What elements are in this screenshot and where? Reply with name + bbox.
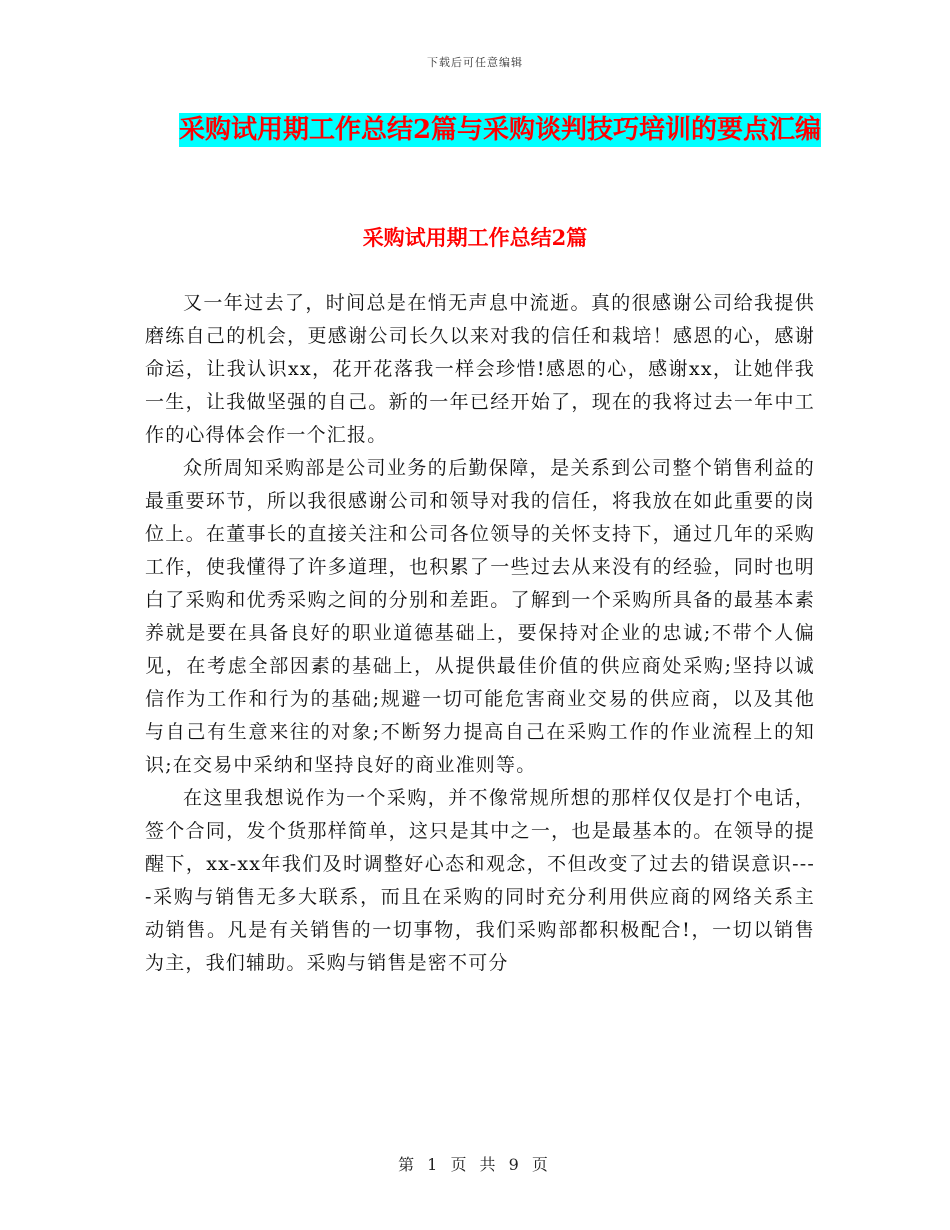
paragraph: 在这里我想说作为一个采购，并不像常规所想的那样仅仅是打个电话，签个合同，发个货那样简单，这只是其中之一，也是最基本的。在领导的提醒下，xx-xx年我们及时调整好心态和观念，不但改变了过去的错误意识----采购与销售无多大联系，而且在采购的同时充分利用供应商的网络关系主动销售。凡是有关销售的一切事物，我们采购部都积极配合!，一切以销售为主，我们辅助。采购与销售是密不可分: [145, 787, 815, 974]
document-title: [140, 107, 860, 153]
section-title: 采购试用期工作总结2篇: [362, 225, 588, 250]
paragraph: 又一年过去了，时间总是在悄无声息中流逝。真的很感谢公司给我提供磨练自己的机会，更感谢公司长久以来对我的信任和栽培！感恩的心，感谢命运，让我认识xx，花开花落我一样会珍惜!感恩的心，感谢xx，让她伴我一生，让我做坚强的自己。新的一年已经开始了，现在的我将过去一年中工作的心得体会作一个汇报。: [145, 292, 815, 446]
document-title-text: 采购试用期工作总结2篇与采购谈判技巧培训的要点汇编: [178, 115, 822, 145]
page-number: 第 1 页 共 9 页: [398, 1155, 552, 1174]
body-text: [145, 287, 815, 980]
header-note: 下载后可任意编辑: [427, 56, 523, 69]
paragraph: 众所周知采购部是公司业务的后勤保障，是关系到公司整个销售利益的最重要环节，所以我很感谢公司和领导对我的信任，将我放在如此重要的岗位上。在董事长的直接关注和公司各位领导的关怀支持下，通过几年的采购工作，使我懂得了许多道理，也积累了一些过去从来没有的经验，同时也明白了采购和优秀采购之间的分别和差距。了解到一个采购所具备的最基本素养就是要在具备良好的职业道德基础上，要保持对企业的忠诚;不带个人偏见，在考虑全部因素的基础上，从提供最佳价值的供应商处采购;坚持以诚信作为工作和行为的基础;规避一切可能危害商业交易的供应商，以及其他与自己有生意来往的对象;不断努力提高自己在采购工作的作业流程上的知识;在交易中采纳和坚持良好的商业准则等。: [145, 457, 815, 776]
